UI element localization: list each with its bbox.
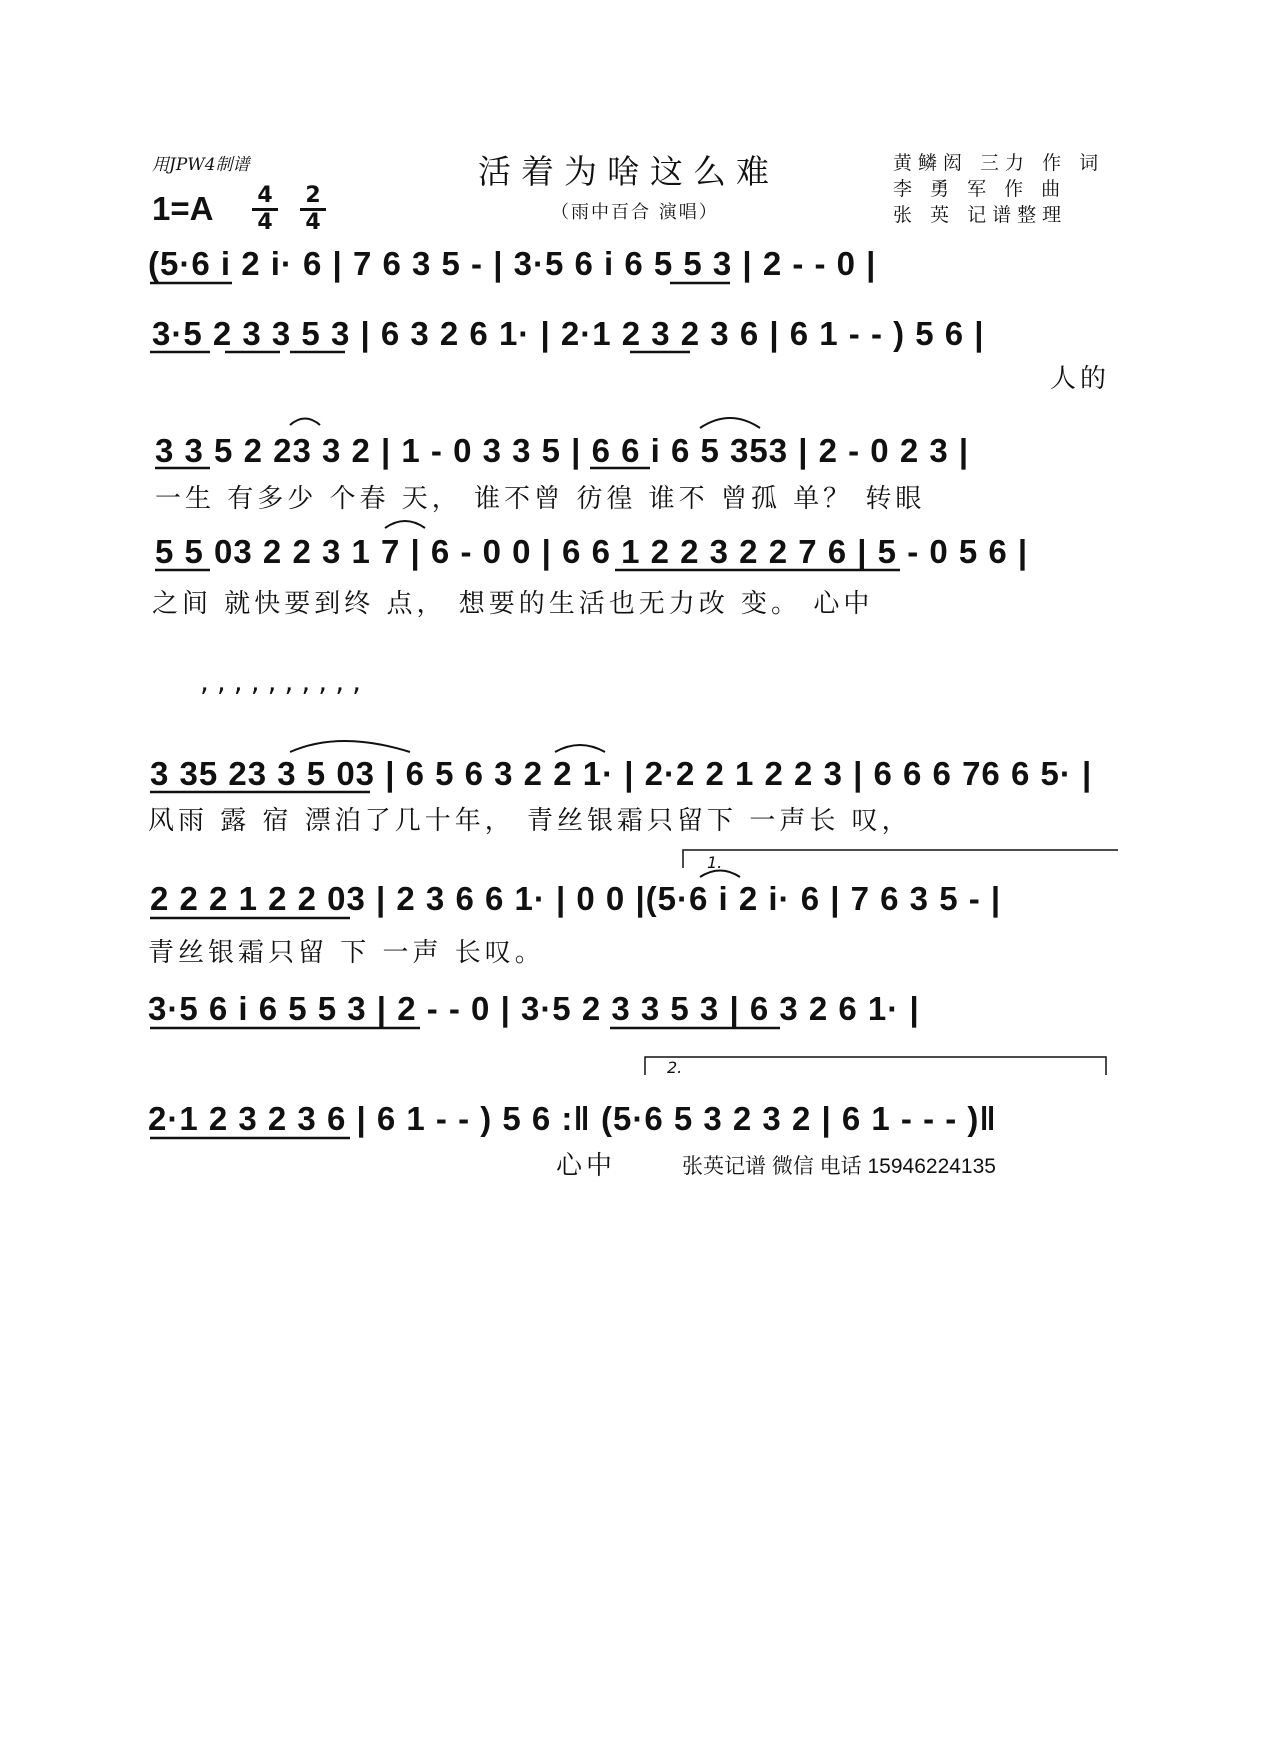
- score-row-8: 2·1 2 3 2 3 6 | 6 1 - - ) 5 6 :‖ (5·6 5 3 2 3 2 | 6 1 - - - )‖: [148, 1100, 997, 1137]
- lyrics-row-2: 人的: [1050, 364, 1111, 394]
- volta-1-label: 1.: [707, 853, 723, 872]
- footer-contact: 张英记谱 微信 电话 15946224135: [682, 1155, 996, 1178]
- beam-lines: [150, 283, 900, 1138]
- lyrics-row-6: 青丝银霜只留 下 一声 长叹。: [148, 938, 545, 968]
- score-row-1: (5·6 i 2 i· 6 | 7 6 3 5 - | 3·5 6 i 6 5 5 3 | 2 - - 0 |: [148, 245, 877, 282]
- score-row-5: 3 35 23 3 5 03 | 6 5 6 3 2 2 1· | 2·2 2 1 2 2 3 | 6 6 6 76 6 5· |: [150, 755, 1093, 792]
- time-signature-top: 4: [257, 183, 273, 208]
- breath-marks: ,,,,,,,,,,: [200, 665, 370, 698]
- lyrics-row-3: 一生 有多少 个春 天， 谁不曾 彷徨 谁不 曾孤 单？ 转眼: [155, 484, 926, 514]
- volta-2-label: 2.: [667, 1058, 683, 1077]
- volta-1-bracket: [683, 850, 1118, 868]
- time-signature-bottom: 4: [305, 210, 321, 235]
- time-signature-top: 2: [305, 183, 321, 208]
- slur-marks: [290, 418, 760, 877]
- score-row-6: 2 2 2 1 2 2 03 | 2 3 6 6 1· | 0 0 |(5·6 i 2 i· 6 | 7 6 3 5 - |: [150, 880, 1002, 917]
- score-row-3: 3 3 5 2 23 3 2 | 1 - 0 3 3 5 | 6 6 i 6 5 353 | 2 - 0 2 3 |: [155, 432, 970, 469]
- time-signature-bottom: 4: [257, 210, 273, 235]
- lyricist-credit: 黄鳞闳 三力 作 词: [893, 152, 1105, 174]
- song-title: 活着为啥这么难: [478, 152, 779, 191]
- lyrics-row-8: 心中: [556, 1151, 617, 1181]
- software-note: 用JPW4制谱: [152, 155, 250, 175]
- lyrics-row-5: 风雨 露 宿 漂泊了几十年， 青丝银霜只留下 一声长 叹，: [148, 806, 912, 836]
- transcriber-credit: 张 英 记谱整理: [893, 204, 1068, 226]
- lyrics-row-4: 之间 就快要到终 点， 想要的生活也无力改 变。 心中: [152, 589, 874, 619]
- score-row-7: 3·5 6 i 6 5 5 3 | 2 - - 0 | 3·5 2 3 3 5 3 | 6 3 2 6 1· |: [148, 990, 920, 1027]
- volta-2-bracket: [645, 1057, 1106, 1075]
- score-row-4: 5 5 03 2 2 3 1 7 | 6 - 0 0 | 6 6 1 2 2 3 2 2 7 6 | 5 - 0 5 6 |: [155, 533, 1029, 570]
- key-signature: 1=A: [152, 190, 214, 227]
- composer-credit: 李 勇 军 作 曲: [893, 178, 1067, 200]
- score-row-2: 3·5 2 3 3 5 3 | 6 3 2 6 1· | 2·1 2 3 2 3 6 | 6 1 - - ) 5 6 |: [152, 315, 985, 352]
- performer-note: （雨中百合 演唱）: [551, 202, 719, 223]
